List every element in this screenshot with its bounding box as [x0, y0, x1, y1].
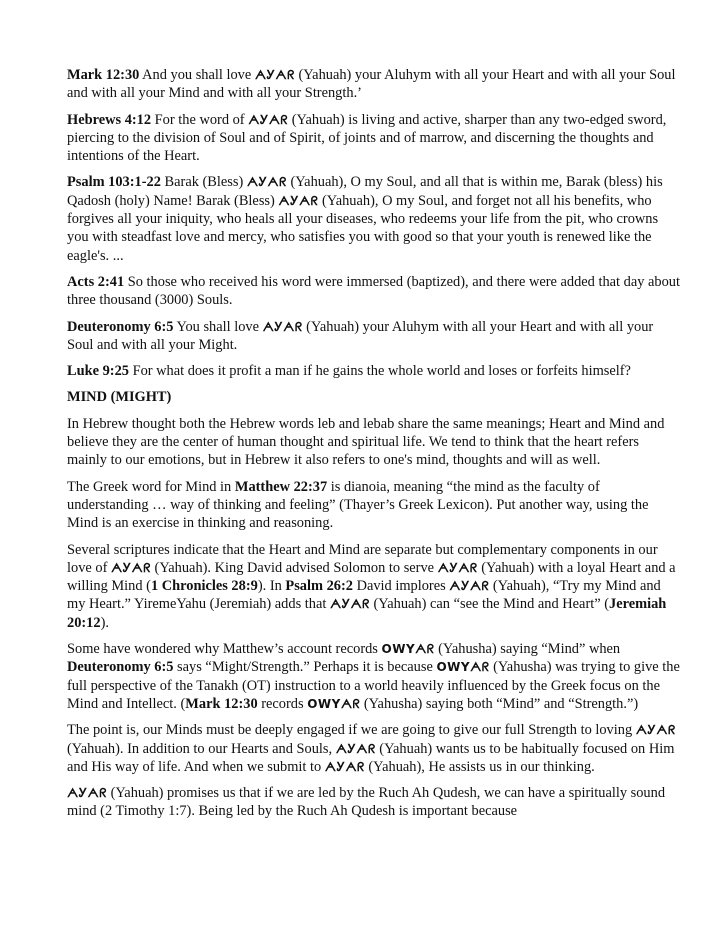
scripture-reference: Mark 12:30 [185, 695, 258, 712]
yhwsh-paleo: OWYᗅᖇ [381, 642, 435, 657]
yhwh-paleo: ᗅᎩᗅᖇ [324, 759, 365, 774]
text-run: And you shall love [139, 67, 255, 83]
paragraph [67, 273, 680, 310]
paragraph [67, 640, 680, 713]
paragraph [67, 541, 680, 632]
paragraph [67, 721, 680, 776]
yhwh-paleo: ᗅᎩᗅᖇ [449, 579, 490, 594]
text-run: (Yahuah) can “see the Mind and Heart” ( [369, 596, 610, 613]
paragraph [67, 173, 680, 264]
heading-text: MIND (MIGHT) [67, 389, 172, 406]
yhwh-paleo: ᗅᎩᗅᖇ [262, 319, 303, 334]
yhwh-paleo: ᗅᎩᗅᖇ [329, 597, 370, 612]
text-run: (Yahuah) is living and active, sharper than any two-edged sword, piercing to the division of Soul and of Spirit, of joints and of marrow, and discerning the thoughts and intentions of the Heart. [67, 111, 667, 165]
text-run: Several scriptures indicate that the Heart and Mind are separate but complementary components in our love of [67, 541, 658, 576]
text-run: (Yahuah), He assists us in our thinking. [364, 758, 595, 775]
section-heading [67, 388, 680, 406]
scripture-reference: 1 Chronicles 28:9 [150, 578, 258, 595]
text-run: (Yahuah). King David advised Solomon to serve [150, 559, 438, 576]
yhwh-paleo: ᗅᎩᗅᖇ [635, 723, 676, 738]
text-run: (Yahusha) saying both “Mind” and “Strength.”) [360, 695, 639, 712]
text-run: (Yahuah). In addition to our Hearts and Souls, [67, 740, 336, 757]
text-run: Some have wondered why Matthew’s account records [67, 641, 382, 658]
text-run: is dianoia, meaning “the mind as the faculty of understanding … way of thinking and feeling” (Thayer’s Greek Lexicon). Put another way, using the Mind is an exercise in thinking and reasoning. [67, 478, 649, 532]
text-run: So those who received his word were immersed (baptized), and there were added that day about three thousand (3000) Souls. [67, 273, 680, 309]
scripture-reference: Mark 12:30 [67, 67, 140, 83]
text-run: ). [100, 614, 109, 631]
paragraph [67, 784, 680, 821]
text-run: The Greek word for Mind in [67, 478, 235, 495]
document-body [67, 66, 680, 821]
text-run: records [257, 695, 308, 712]
scripture-reference: Deuteronomy 6:5 [67, 659, 174, 676]
scripture-reference: Luke 9:25 [67, 363, 129, 380]
yhwsh-paleo: OWYᗅᖇ [436, 660, 490, 675]
text-run: David implores [352, 578, 450, 595]
paragraph [67, 66, 680, 103]
text-run: ). In [257, 578, 286, 595]
yhwh-paleo: ᗅᎩᗅᖇ [110, 560, 151, 575]
text-run: You shall love [173, 318, 263, 335]
text-run: (Yahuah), O my Soul, and forget not all his benefits, who forgives all your iniquity, who heals all your diseases, who redeems your life from the pit, who crowns you with steadfast love and mercy, who satisfies you with good so that your youth is renewed like the eagle's. ... [67, 192, 659, 264]
yhwh-paleo: ᗅᎩᗅᖇ [254, 68, 295, 82]
yhwh-paleo: ᗅᎩᗅᖇ [246, 175, 287, 190]
yhwh-paleo: ᗅᎩᗅᖇ [437, 560, 478, 575]
text-run: (Yahuah) your Aluhym with all your Heart and with all your Soul and with all your Might. [67, 318, 654, 353]
paragraph [67, 362, 680, 380]
paragraph [67, 415, 680, 470]
scripture-reference: Acts 2:41 [67, 273, 125, 290]
scripture-reference: Psalm 26:2 [285, 578, 353, 595]
paragraph [67, 111, 680, 166]
text-run: (Yahuah), “Try my Mind and my Heart.” YiremeYahu (Jeremiah) adds that [67, 578, 661, 613]
scripture-reference: Jeremiah 20:12 [67, 596, 667, 631]
text-run: Barak (Bless) [160, 174, 247, 191]
text-run: In Hebrew thought both the Hebrew words leb and lebab share the same meanings; Heart and Mind and believe they are the center of human thought and spiritual life. We tend to think that the heart refers mainly to our emotions, but in Hebrew it also refers to one's mind, thoughts and will as well. [67, 415, 665, 469]
paragraph [67, 478, 680, 533]
text-run: (Yahusha) was trying to give the full perspective of the Tanakh (OT) instruction to a world heavily influenced by the Greek focus on the Mind and Intellect. ( [67, 659, 680, 712]
scripture-reference: Deuteronomy 6:5 [67, 318, 174, 335]
text-run: For the word of [151, 111, 249, 128]
text-run: The point is, our Minds must be deeply engaged if we are going to give our full Strength to loving [67, 722, 636, 739]
yhwh-paleo: ᗅᎩᗅᖇ [335, 741, 376, 756]
text-run: (Yahuah) your Aluhym with all your Heart and with all your Soul and with all your Mind and with all your Strength.’ [67, 67, 676, 102]
yhwh-paleo: ᗅᎩᗅᖇ [248, 112, 289, 127]
text-run: (Yahuah) wants us to be habitually focused on Him and His way of life. And when we submit to [67, 740, 675, 775]
text-run: For what does it profit a man if he gains the whole world and loses or forfeits himself? [128, 363, 631, 380]
text-run: (Yahuah), O my Soul, and all that is within me, Barak (bless) his Qadosh (holy) Name! Barak (Bless) [67, 174, 663, 209]
scripture-reference: Psalm 103:1-22 [67, 174, 161, 191]
scripture-reference: Matthew 22:37 [234, 478, 328, 495]
yhwh-paleo: ᗅᎩᗅᖇ [67, 786, 107, 801]
yhwsh-paleo: OWYᗅᖇ [307, 696, 361, 711]
text-run: says “Might/Strength.” Perhaps it is because [173, 659, 437, 676]
paragraph [67, 318, 680, 355]
text-run: (Yahusha) saying “Mind” when [434, 641, 621, 658]
text-run: (Yahuah) with a loyal Heart and a willing Mind ( [67, 559, 676, 595]
text-run: (Yahuah) promises us that if we are led by the Ruch Ah Qudesh, we can have a spiritually sound mind (2 Timothy 1:7). Being led by the Ruch Ah Qudesh is important because [67, 785, 666, 820]
scripture-reference: Hebrews 4:12 [67, 111, 152, 128]
yhwh-paleo: ᗅᎩᗅᖇ [278, 193, 319, 208]
